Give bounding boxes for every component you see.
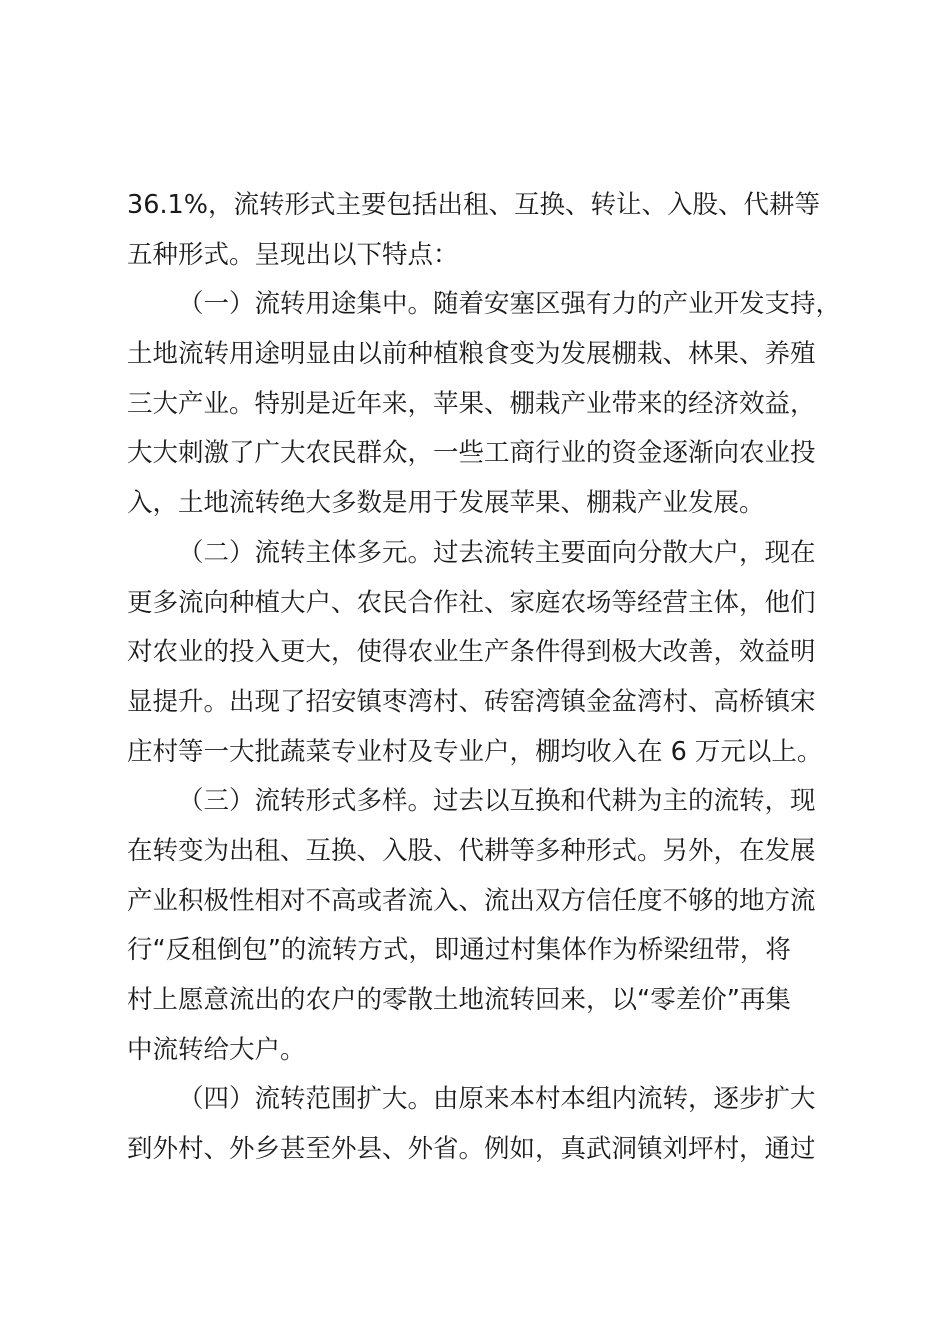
text-line: 村上愿意流出的农户的零散土地流转回来，以“零差价”再集 <box>127 985 791 1015</box>
text-line: （三）流转形式多样。过去以互换和代耕为主的流转，现 <box>178 786 816 817</box>
text-line: 36.1%，流转形式主要包括出租、互换、转让、入股、代耕等 <box>127 190 821 220</box>
text-line: 大大刺激了广大农民群众，一些工商行业的资金逐渐向农业投 <box>127 438 816 469</box>
text-line: 行“反租倒包”的流转方式，即通过村集体作为桥梁纽带，将 <box>127 935 791 966</box>
text-line: 显提升。出现了招安镇枣湾村、砖窑湾镇金盆湾村、高桥镇宋 <box>127 686 816 717</box>
text-line: 到外村、外乡甚至外县、外省。例如，真武洞镇刘坪村，通过 <box>127 1134 816 1165</box>
text-line: （四）流转范围扩大。由原来本村本组内流转，逐步扩大 <box>178 1084 816 1115</box>
paragraph-diverse-subjects <box>127 529 839 777</box>
text-line: 对农业的投入更大，使得农业生产条件得到极大改善，效益明 <box>127 637 816 668</box>
document-body <box>127 181 842 1175</box>
text-line: （一）流转用途集中。随着安塞区强有力的产业开发支持， <box>178 289 842 320</box>
text-line: 中流转给大户。 <box>127 1034 306 1065</box>
paragraph-usage-concentrated <box>127 280 842 528</box>
text-line: 三大产业。特别是近年来，苹果、棚栽产业带来的经济效益， <box>127 388 816 419</box>
paragraph-various-forms <box>127 777 839 1075</box>
text-line: 土地流转用途明显由以前种植粮食变为发展棚栽、林果、养殖 <box>127 339 816 370</box>
paragraph-continuation <box>127 181 839 280</box>
text-line: 入，土地流转绝大多数是用于发展苹果、棚栽产业发展。 <box>127 488 765 519</box>
text-line: 产业积极性相对不高或者流入、流出双方信任度不够的地方流 <box>127 885 816 916</box>
text-line: 五种形式。呈现出以下特点： <box>127 239 459 270</box>
text-line: 在转变为出租、互换、入股、代耕等多种形式。另外，在发展 <box>127 835 816 866</box>
paragraph-expanded-scope <box>127 1075 839 1174</box>
text-line: 庄村等一大批蔬菜专业村及专业户，棚均收入在 6 万元以上。 <box>127 736 823 767</box>
text-line: （二）流转主体多元。过去流转主要面向分散大户，现在 <box>178 537 816 568</box>
text-line: 更多流向种植大户、农民合作社、家庭农场等经营主体，他们 <box>127 587 816 618</box>
